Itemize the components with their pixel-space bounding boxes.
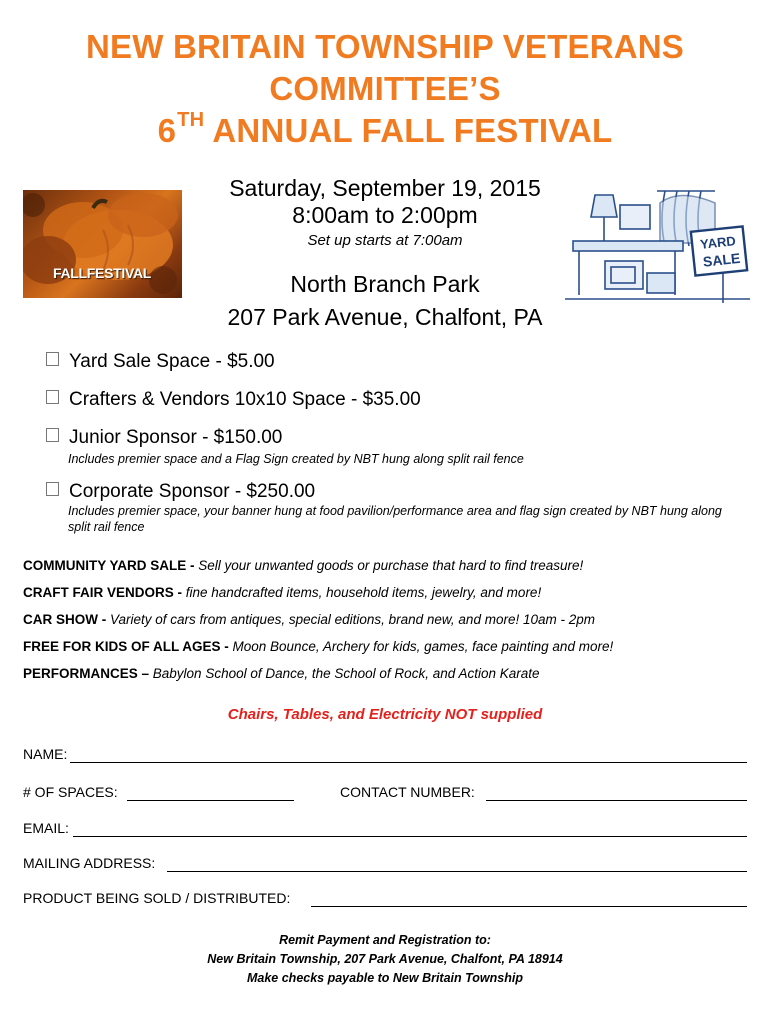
feature-item [23,611,595,628]
feature-text: Babylon School of Dance, the School of Rock, and Action Karate [152,666,540,681]
product-label: PRODUCT BEING SOLD / DISTRIBUTED: [23,890,291,906]
feature-heading: COMMUNITY YARD SALE - [23,558,199,573]
option-label: Yard Sale Space - $5.00 [69,351,275,372]
checkbox-corporate-sponsor[interactable] [46,482,59,496]
checkbox-junior-sponsor[interactable] [46,428,59,442]
feature-heading: CAR SHOW - [23,612,110,627]
corporate-sponsor-note: Includes premier space, your banner hung at food pavilion/performance area and flag sign created by NBT hung along split rail fence [68,504,722,534]
title-line-1: NEW BRITAIN TOWNSHIP VETERANS [86,28,684,65]
spaces-field[interactable] [127,800,294,801]
checkbox-yard-sale[interactable] [46,352,59,366]
option-junior-sponsor[interactable] [46,426,282,450]
remit-line-1: Remit Payment and Registration to: [279,933,491,947]
option-corporate-sponsor[interactable] [46,480,315,504]
option-label: Crafters & Vendors 10x10 Space - $35.00 [69,389,421,410]
contact-field[interactable] [486,800,747,801]
event-time: 8:00am to 2:00pm [292,202,478,228]
feature-heading: CRAFT FAIR VENDORS - [23,585,186,600]
junior-sponsor-note: Includes premier space and a Flag Sign created by NBT hung along split rail fence [68,452,524,466]
not-supplied-notice: Chairs, Tables, and Electricity NOT supplied [227,706,543,723]
remit-line-2: New Britain Township, 207 Park Avenue, Chalfont, PA 18914 [207,952,563,966]
email-label: EMAIL: [23,820,69,836]
mailing-address-field[interactable] [167,871,747,872]
event-setup-time: Set up starts at 7:00am [307,232,463,249]
feature-item [23,584,541,601]
yard-sign-text-1: YARD [699,233,737,252]
option-label: Junior Sponsor - $150.00 [69,427,283,448]
feature-item [23,638,613,655]
option-label: Corporate Sponsor - $250.00 [69,481,316,502]
pumpkin-image [23,190,182,298]
flyer-title [0,26,770,157]
checkbox-crafters-vendors[interactable] [46,390,59,404]
feature-heading: PERFORMANCES – [23,666,153,681]
feature-text: Sell your unwanted goods or purchase that hard to find treasure! [198,558,584,573]
spaces-label: # OF SPACES: [23,784,118,800]
option-yard-sale[interactable] [46,350,275,374]
title-line-2: COMMITTEE’S [269,70,501,107]
feature-text: fine handcrafted items, household items, jewelry, and more! [185,585,542,600]
feature-item [23,665,540,682]
feature-text: Variety of cars from antiques, special editions, brand new, and more! 10am - 2pm [110,612,595,627]
event-date: Saturday, September 19, 2015 [229,175,541,201]
name-label: NAME: [23,746,68,762]
mailing-address-label: MAILING ADDRESS: [23,855,156,871]
title-ordinal-number: 6 [157,112,177,149]
remit-line-3: Make checks payable to New Britain Township [246,971,523,985]
option-crafters-vendors[interactable] [46,388,421,412]
feature-item [23,557,583,574]
feature-heading: FREE FOR KIDS OF ALL AGES - [23,639,233,654]
event-address: 207 Park Avenue, Chalfont, PA [227,304,543,330]
feature-text: Moon Bounce, Archery for kids, games, face painting and more! [232,639,614,654]
email-field[interactable] [73,836,747,837]
name-field[interactable] [70,762,747,763]
contact-label: CONTACT NUMBER: [340,784,475,800]
yard-sale-clipart [565,183,750,308]
title-ordinal-suffix: TH [177,109,205,131]
remit-info [0,931,770,988]
yard-sign-text-2: SALE [702,249,742,270]
pumpkin-image-caption: FALLFESTIVAL [53,265,152,281]
event-park: North Branch Park [290,271,480,297]
product-field[interactable] [311,906,747,907]
title-line-3 [0,110,770,157]
title-line-3-text: ANNUAL FALL FESTIVAL [204,112,613,149]
